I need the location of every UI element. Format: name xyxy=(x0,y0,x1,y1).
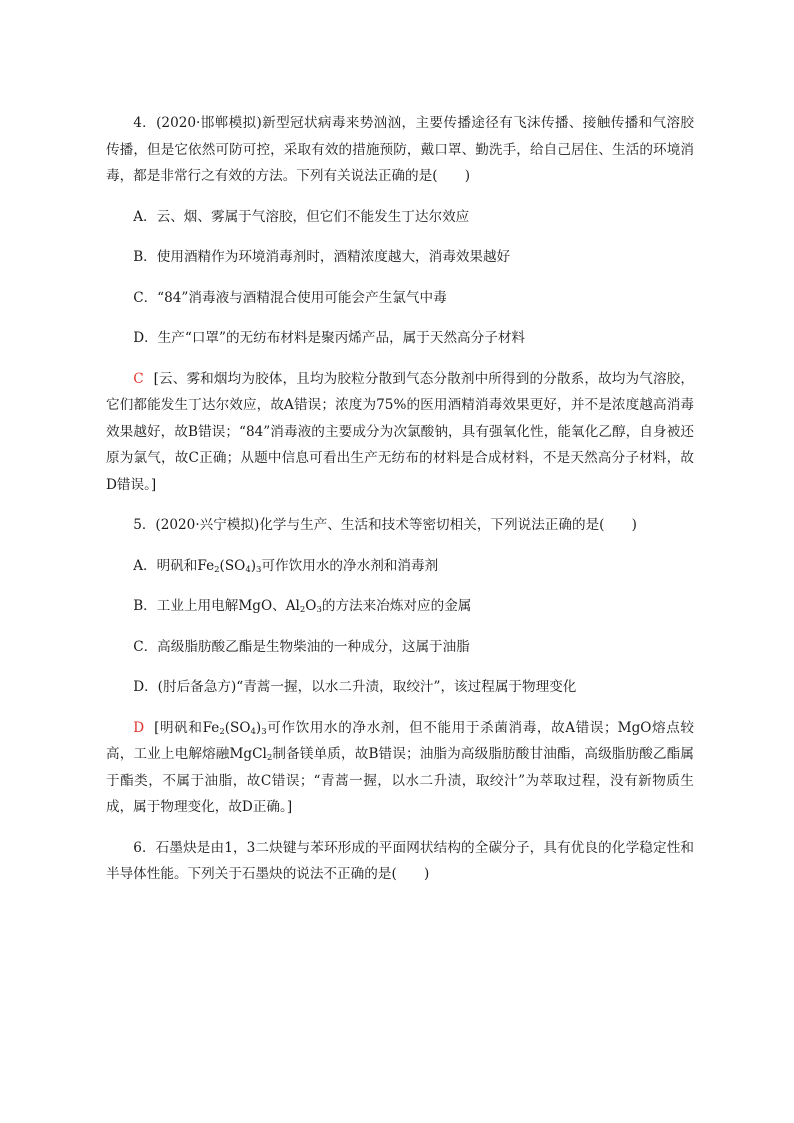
answer-5-sub-3: 3 xyxy=(261,726,267,737)
question-4-explanation: [云、雾和烟均为胶体，且均为胶粒分散到气态分散剂中所得到的分散系，故均为气溶胶，它们都能发生丁达尔效应，故A错误；浓度为75%的医用酒精消毒效果更好，并不是浓度越高消毒效果越好，故B错误；“84”消毒液的主要成分为次氯酸钠，具有强氧化性，能氧化乙醇，自身被还原为氯气，故C正确；从题中信息可看出生产无纺布的材料是合成材料，不是天然高分子材料，故D错误。] xyxy=(106,370,694,493)
option-a-sub-1: 2 xyxy=(214,564,220,575)
option-b-sub-2: 3 xyxy=(316,605,322,615)
question-4-option-d: D．生产“口罩”的无纺布材料是聚丙烯产品，属于天然高分子材料 xyxy=(133,330,526,346)
question-5-option-b xyxy=(106,593,694,620)
option-a-text-2: (SO xyxy=(219,557,246,574)
question-5-answer-letter: D xyxy=(133,719,145,736)
question-4-option-b: B．使用酒精作为环境消毒剂时，酒精浓度越大，消毒效果越好 xyxy=(133,249,511,265)
option-b-text-1: B．工业上用电解MgO、Al xyxy=(133,598,300,614)
option-a-text-1: A．明矾和Fe xyxy=(133,557,215,574)
option-a-sub-2: 4 xyxy=(245,564,251,575)
option-a-text-3: ) xyxy=(250,557,257,574)
option-b-text-2: O xyxy=(305,598,317,614)
question-4-option-c: C．“84”消毒液与酒精混合使用可能会产生氯气中毒 xyxy=(133,289,447,306)
answer-5-text-4: 可作饮用水的净水剂，但不能用于杀菌消毒，故A错误；MgO熔点较高，工业上电解熔融MgCl xyxy=(106,719,694,762)
option-a-text-4: 可作饮用水的净水剂和消毒剂 xyxy=(261,557,439,574)
option-b-text-3: 的方法来冶炼对应的金属 xyxy=(321,598,472,614)
document-page xyxy=(106,110,694,902)
question-4-answer-letter: C xyxy=(133,370,144,387)
question-4-answer xyxy=(106,366,694,499)
answer-5-text-2: (SO xyxy=(224,719,251,736)
answer-5-sub-1: 2 xyxy=(219,726,225,737)
option-b-sub-1: 2 xyxy=(299,605,306,615)
answer-5-sub-2: 4 xyxy=(250,726,256,737)
question-5-stem: 5．(2020·兴宁模拟)化学与生产、生活和技术等密切相关，下列说法正确的是( ) xyxy=(133,517,637,533)
answer-5-text-5: 制备镁单质，故B错误；油脂为高级脂肪酸甘油酯，高级脂肪酸乙酯属于酯类，不属于油脂，故C错误；“青蒿一握，以水二升渍，取绞汁”为萃取过程，没有新物质生成，属于物理变化，故D正确。] xyxy=(106,746,694,815)
question-4-option-a: A．云、烟、雾属于气溶胶，但它们不能发生丁达尔效应 xyxy=(133,208,470,225)
question-5-option-a xyxy=(106,553,694,580)
answer-5-text-1: [明矾和Fe xyxy=(154,719,220,736)
question-5-option-c: C．高级脂肪酸乙酯是生物柴油的一种成分，这属于油脂 xyxy=(133,638,470,655)
question-5-option-d: D．(肘后备急方)“青蒿一握，以水二升渍，取绞汁”，该过程属于物理变化 xyxy=(133,679,577,695)
question-6-stem: 6．石墨炔是由1，3二炔键与苯环形成的平面网状结构的全碳分子，具有优良的化学稳定性和半导体性能。下列关于石墨炔的说法不正确的是( ) xyxy=(106,839,694,882)
answer-5-sub-4: 2 xyxy=(266,753,273,763)
option-a-sub-3: 3 xyxy=(256,564,262,575)
answer-5-text-3: ) xyxy=(255,719,262,736)
question-5-answer xyxy=(106,715,694,821)
question-4-stem: 4．(2020·邯郸模拟)新型冠状病毒来势汹汹，主要传播途径有飞沫传播、接触传播和气溶胶传播，但是它依然可防可控，采取有效的措施预防，戴口罩、勤洗手，给自己居住、生活的环境消毒，都是非常行之有效的方法。下列有关说法正确的是( ) xyxy=(106,115,694,184)
